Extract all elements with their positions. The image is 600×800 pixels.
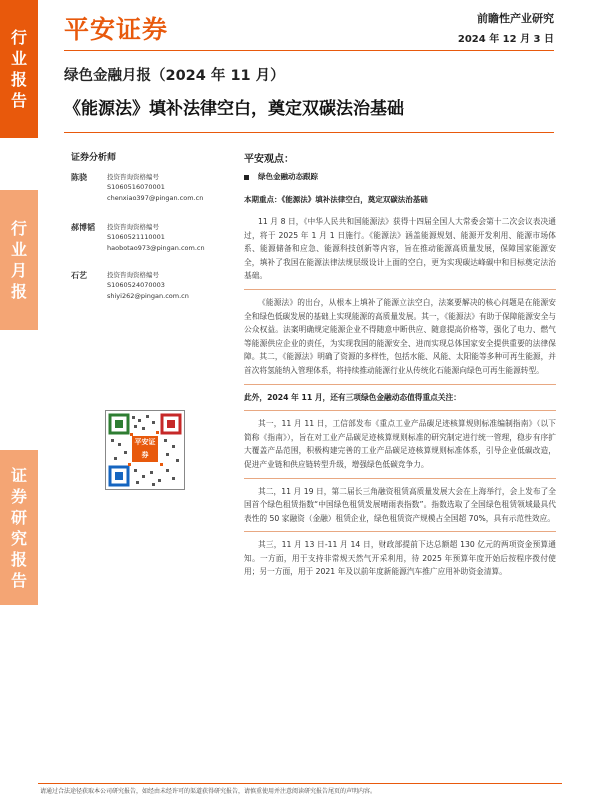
analyst-card: [71, 222, 241, 262]
analyst-email[interactable]: chenxiao397@pingan.com.cn: [107, 194, 204, 202]
focus-line: 本期重点：《能源法》填补法律空白，奠定双碳法治基础: [244, 195, 428, 204]
paragraph: 《能源法》的出台，从根本上填补了能源立法空白，法案要解决的核心问题是在能源安全和绿色低碳发展的基础上实现能源的高质量发展。其一，《能源法》有助于保障能源安全与公众权益。法案明确规定能源企业不得随意中断供应、随意提高价格等，强化了电力、燃气等能源供应企业的责任，为实现我国的能源安全、进而实现总体国家安全提供重要的法律保障。其二，《能源法》明确了资源的多样性，包括水能、风能、太阳能等多种可再生能源，并首次将氢能纳入管理体系，将持续推动能源行业从传统化石能源向绿色可再生能源转型。: [244, 297, 556, 375]
cert-number: S1060516070001: [107, 183, 165, 191]
title-divider: [64, 132, 554, 133]
cert-label: 投资咨询资格编号: [107, 271, 159, 279]
footer-divider: [38, 783, 562, 784]
report-date: 2024 年 12 月 3 日: [457, 34, 554, 45]
paragraph: 其二，11 月 19 日，第二届长三角融资租赁高质量发展大会在上海举行，会上发布了全国首个绿色租赁指数“中国绿色租赁发展晴雨表指数”。指数选取了全国绿色租赁领域最具代表性的 50 家融资（金融）租赁企业，绿色租赁资产规模占全国超 70%，具有示范性效应。: [244, 486, 556, 523]
cert-label: 投资咨询资格编号: [107, 173, 159, 181]
section-heading: 平安观点：: [244, 154, 294, 165]
paragraph: 11 月 8 日，《中华人民共和国能源法》获得十四届全国人大常委会第十二次会议表决通过，将于 2025 年 1 月 1 日施行。《能源法》涵盖能源规划、能源开发利用、能源市场体系、能源储备和应急、能源科技创新等内容，旨在推动能源高质量发展，保障国家能源安全，填补了我国在能源法律法规层级设计上面的空白，更为实现碳达峰碳中和目标奠定法治基础。: [244, 217, 556, 281]
bullet-square-icon: [244, 175, 249, 180]
qr-code: [105, 410, 185, 490]
header-divider: [64, 50, 554, 51]
cert-number: S1060524070003: [107, 281, 165, 289]
cert-number: S1060521110001: [107, 233, 165, 241]
paragraph-emphasis: 此外，2024 年 11 月，还有三项绿色金融动态值得重点关注：: [244, 392, 461, 402]
footer-disclaimer: 请通过合法途径获取本公司研究报告，如经由未经许可的渠道获得研究报告，请慎重使用并注意阅读研究报告尾页的声明内容。: [40, 788, 377, 795]
analyst-card: [71, 172, 241, 212]
sidebar-tag-monthly-report: 行 业 月 报: [0, 190, 38, 330]
divider: [244, 410, 556, 411]
analyst-email[interactable]: haobotao973@pingan.com.cn: [107, 244, 205, 252]
divider: [244, 289, 556, 290]
qr-logo: 平安证券: [132, 436, 158, 462]
sidebar: [0, 0, 38, 800]
sidebar-tag-securities-research: 证 券 研 究 报 告: [0, 450, 38, 605]
analyst-name: 石艺: [71, 271, 87, 280]
analyst-name: 郝博韬: [71, 223, 95, 232]
divider: [244, 531, 556, 532]
report-subtitle: 绿色金融月报（2024 年 11 月）: [64, 68, 285, 84]
analysts-heading: 证券分析师: [71, 153, 117, 163]
main-content: [244, 150, 556, 579]
sidebar-tag-industry-report: 行 业 报 告: [0, 0, 38, 138]
company-logo: 平安证券: [64, 15, 169, 44]
divider: [244, 384, 556, 385]
report-type: 前瞻性产业研究: [477, 12, 554, 25]
analyst-name: 陈骁: [71, 173, 87, 182]
divider: [244, 478, 556, 479]
paragraph: 其三，11 月 13 日-11 月 14 日，财政部提前下达总额超 130 亿元的两项资金预算通知。一方面，用于支持非常规天然气开采利用，待 2025 年预算年度开始后按程序拨付使用；另一方面，用于 2021 年及以前年度新能源汽车推广应用补助资金清算。: [244, 540, 556, 577]
analyst-email[interactable]: shiyi262@pingan.com.cn: [107, 292, 189, 300]
section-bullet: 绿色金融动态跟踪: [244, 171, 556, 182]
analyst-card: [71, 270, 241, 310]
cert-label: 投资咨询资格编号: [107, 223, 159, 231]
paragraph: 其一，11 月 11 日，工信部发布《重点工业产品碳足迹核算规则标准编制指南》（以下简称《指南》），旨在对工业产品碳足迹核算规则标准的研究制定进行统一管理，稳步有序扩大覆盖产品范围，积极构建完善的工业产品碳足迹核算规则标准体系，引导企业低碳改造，促进产业链和供应链转型升级，增强绿色低碳竞争力。: [244, 419, 556, 469]
report-title: 《能源法》填补法律空白，奠定双碳法治基础: [64, 99, 404, 119]
